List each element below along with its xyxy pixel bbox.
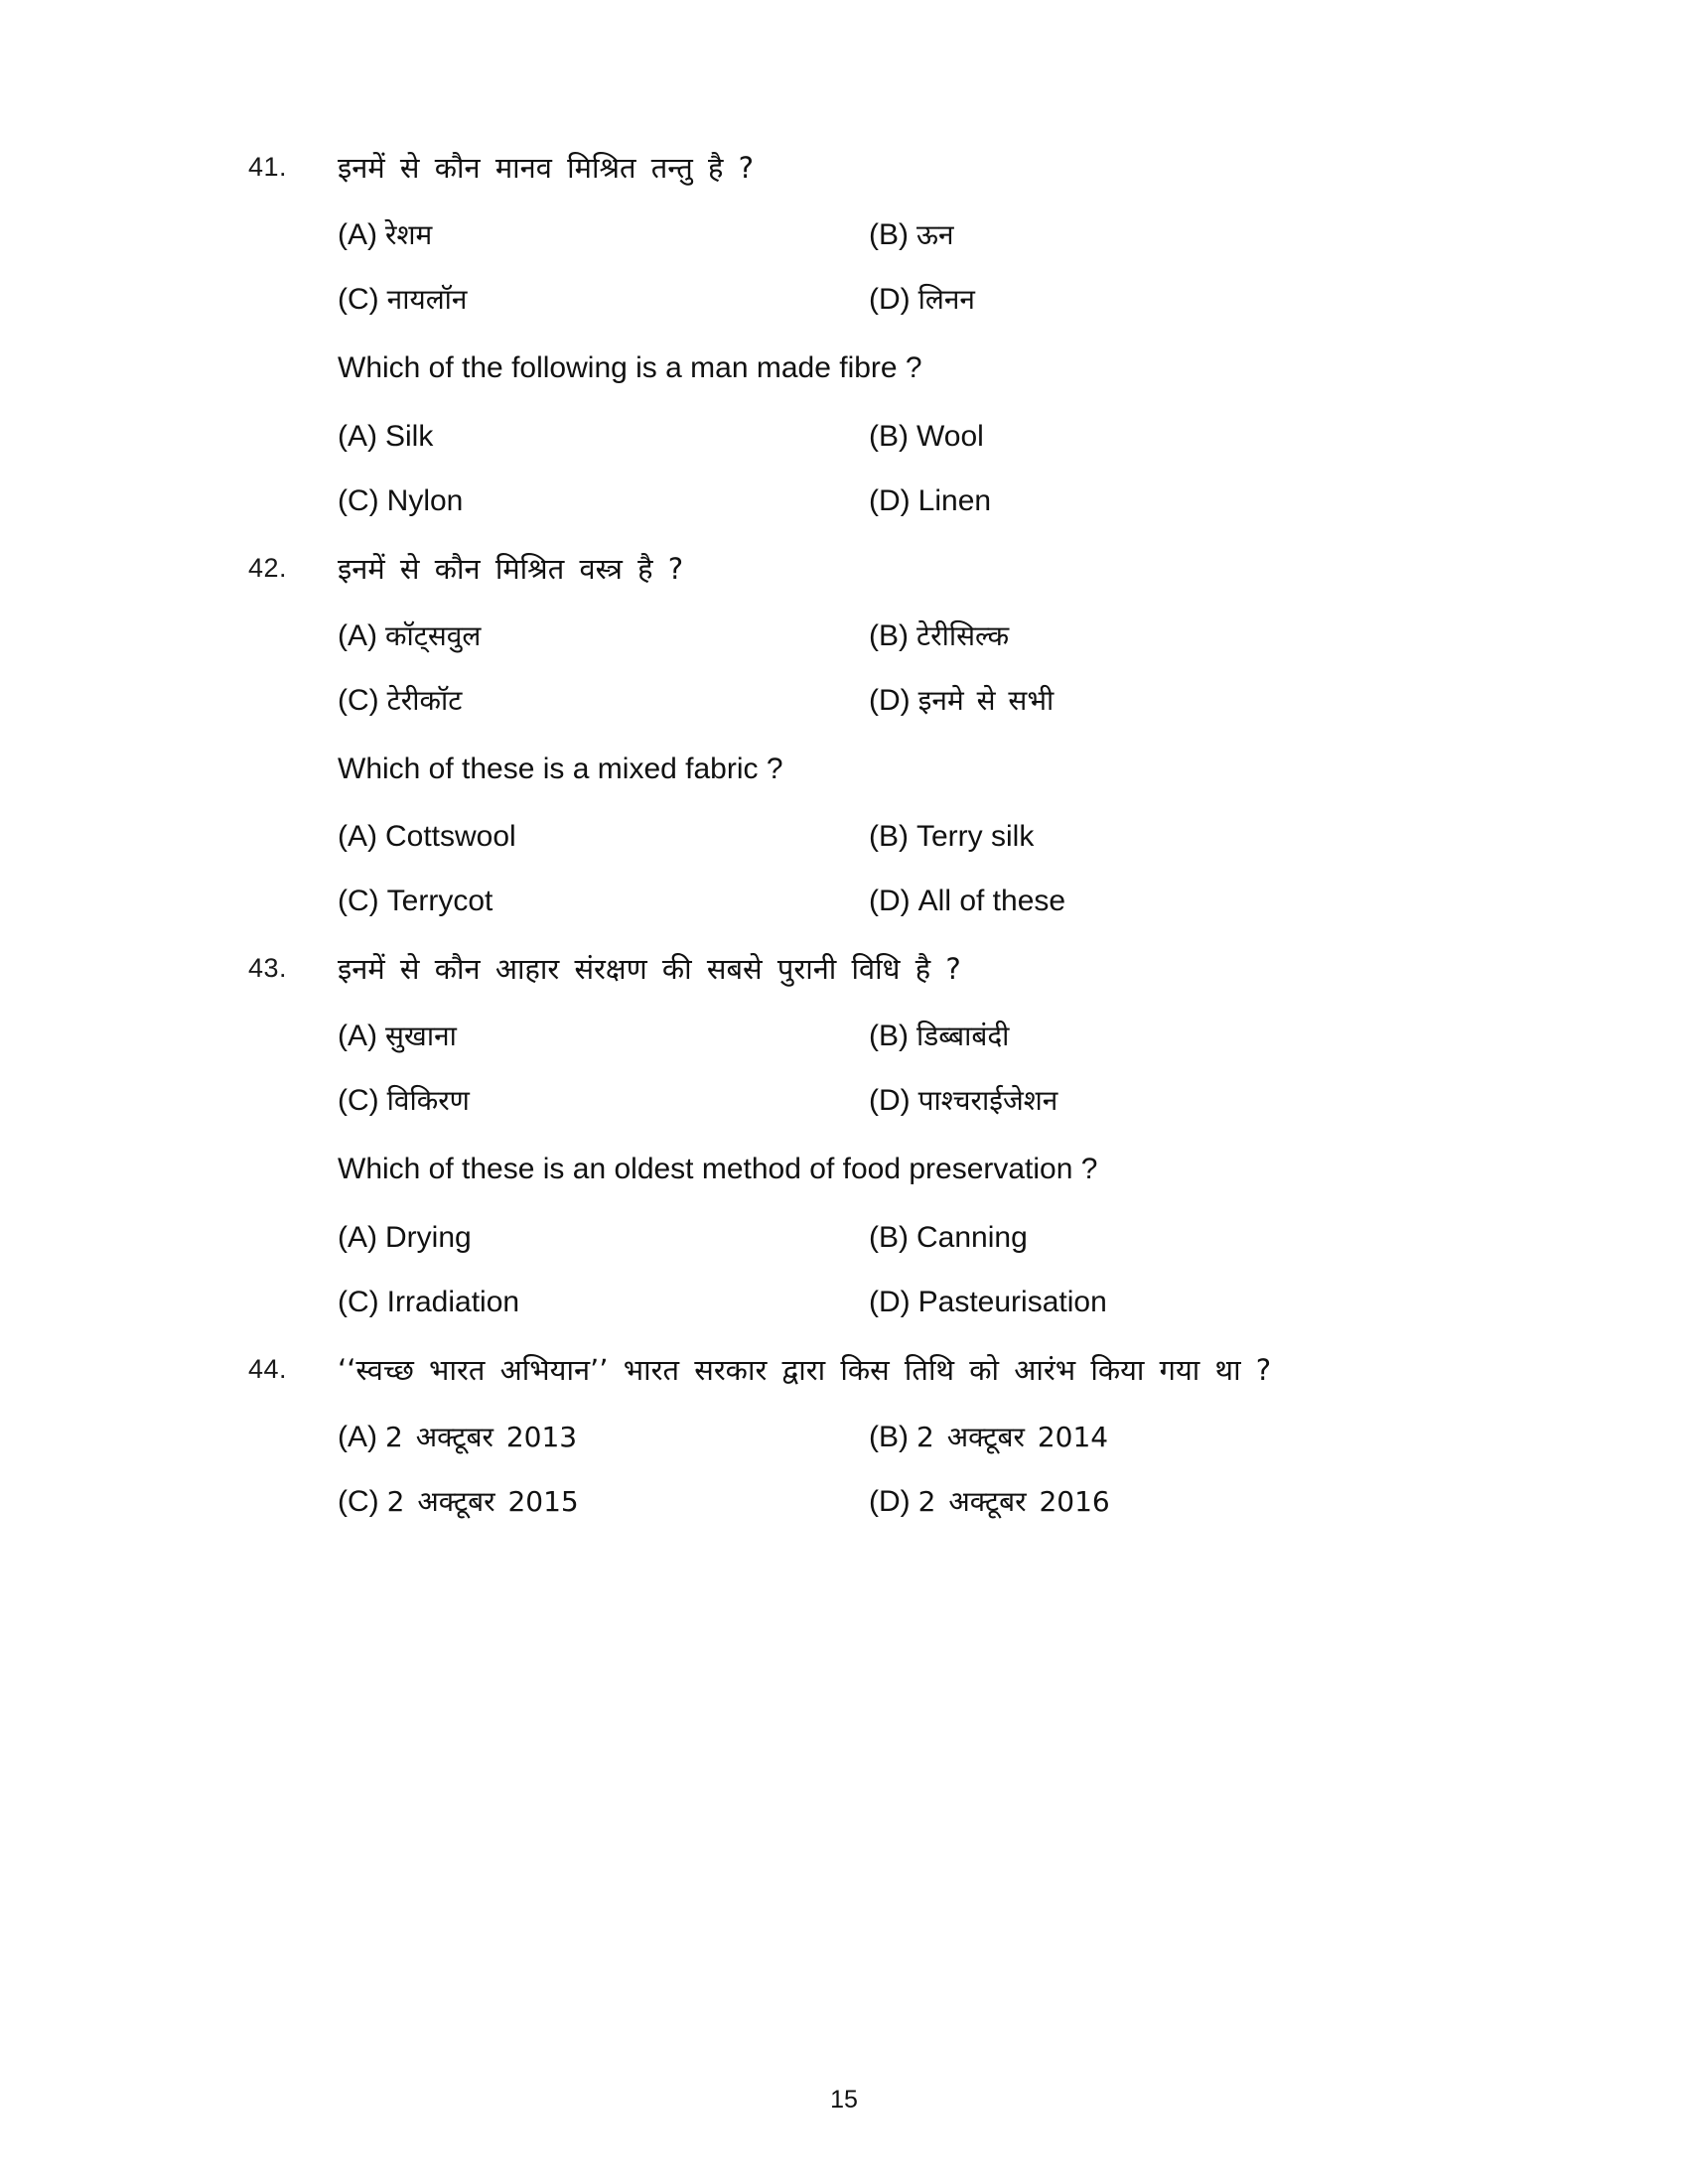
question-43-english-option-b[interactable] <box>869 1218 1489 1257</box>
option-text: लिनन <box>917 283 975 317</box>
option-text: ऊन <box>916 218 954 252</box>
option-text: Drying <box>385 1220 472 1254</box>
option-label: (C) <box>338 885 379 918</box>
question-42-hindi-options <box>338 616 1489 720</box>
option-text: 2 अक्टूबर 2016 <box>917 1485 1110 1519</box>
question-42-english-option-a[interactable] <box>338 817 869 856</box>
option-text: Nylon <box>386 483 464 517</box>
option-text: Wool <box>916 419 984 453</box>
option-label: (C) <box>338 1285 379 1318</box>
option-text: 2 अक्टूबर 2013 <box>385 1421 578 1454</box>
question-42-english-option-d[interactable] <box>869 882 1489 920</box>
question-41-hindi-options <box>338 215 1489 319</box>
question-44-number: 44. <box>248 1353 288 1384</box>
question-41-hindi-stem: इनमें से कौन मानव मिश्रित तन्तु है ? <box>338 151 754 185</box>
question-41-english-option-c[interactable] <box>338 481 869 520</box>
question-42-number: 42. <box>248 552 288 583</box>
question-44-hindi-stem: ‘‘स्वच्छ भारत अभियान’’ भारत सरकार द्वारा किस तिथि को आरंभ किया गया था ? <box>338 1352 1272 1387</box>
option-label: (B) <box>869 1020 909 1053</box>
question-42-english-stem: Which of these is a mixed fabric ? <box>338 751 783 785</box>
question-42-hindi-option-c[interactable] <box>338 681 869 720</box>
option-text: Silk <box>385 419 434 453</box>
question-44-hindi-option-a[interactable] <box>338 1418 869 1456</box>
question-41-english-option-b[interactable] <box>869 417 1489 456</box>
option-label: (B) <box>869 1220 909 1254</box>
question-43-english-option-d[interactable] <box>869 1283 1489 1321</box>
option-label: (C) <box>338 1485 379 1519</box>
question-41 <box>248 149 1489 520</box>
question-41-hindi-option-a[interactable] <box>338 215 869 254</box>
option-label: (C) <box>338 283 379 317</box>
question-42-hindi-stem: इनमें से कौन मिश्रित वस्त्र है ? <box>338 551 684 586</box>
option-text: 2 अक्टूबर 2014 <box>916 1421 1109 1454</box>
option-text: इनमे से सभी <box>917 683 1055 717</box>
option-text: विकिरण <box>386 1084 470 1118</box>
question-43-english-option-c[interactable] <box>338 1283 869 1321</box>
question-41-english-option-d[interactable] <box>869 481 1489 520</box>
question-41-hindi-option-c[interactable] <box>338 280 869 319</box>
question-43-hindi-stem: इनमें से कौन आहार संरक्षण की सबसे पुरानी विधि है ? <box>338 952 961 987</box>
question-43-number: 43. <box>248 953 288 984</box>
question-41-stem-row <box>248 149 1489 188</box>
question-44 <box>248 1351 1489 1521</box>
option-label: (A) <box>338 218 377 252</box>
question-41-hindi-option-b[interactable] <box>869 215 1489 254</box>
question-44-stem-row <box>248 1351 1489 1390</box>
question-42-hindi-option-b[interactable] <box>869 616 1489 655</box>
question-42-hindi-option-d[interactable] <box>869 681 1489 720</box>
option-label: (D) <box>869 1084 911 1118</box>
question-43-english-stem: Which of these is an oldest method of food preservation ? <box>338 1153 1098 1186</box>
option-text: Pasteurisation <box>917 1285 1107 1318</box>
option-text: कॉट्सवुल <box>385 618 482 652</box>
option-label: (B) <box>869 618 909 652</box>
option-label: (A) <box>338 1421 377 1454</box>
page-number: 15 <box>830 2086 858 2114</box>
option-label: (B) <box>869 419 909 453</box>
option-label: (B) <box>869 820 909 854</box>
question-41-hindi-option-d[interactable] <box>869 280 1489 319</box>
option-text: Cottswool <box>385 820 516 854</box>
question-41-english-option-a[interactable] <box>338 417 869 456</box>
option-label: (D) <box>869 1285 911 1318</box>
option-label: (D) <box>869 885 911 918</box>
option-label: (B) <box>869 1421 909 1454</box>
question-42-english-option-c[interactable] <box>338 882 869 920</box>
option-label: (A) <box>338 618 377 652</box>
question-41-english-options <box>338 417 1489 520</box>
question-41-number: 41. <box>248 152 288 182</box>
option-label: (A) <box>338 1220 377 1254</box>
option-text: Terry silk <box>916 820 1035 854</box>
option-text: टेरीसिल्क <box>916 618 1010 652</box>
option-text: डिब्बाबंदी <box>916 1020 1010 1053</box>
option-label: (D) <box>869 1485 911 1519</box>
option-text: नायलॉन <box>386 283 468 317</box>
option-text: Canning <box>916 1220 1028 1254</box>
option-text: Linen <box>917 483 992 517</box>
option-label: (C) <box>338 1084 379 1118</box>
option-label: (D) <box>869 683 911 717</box>
option-label: (D) <box>869 283 911 317</box>
option-label: (C) <box>338 683 379 717</box>
question-42 <box>248 550 1489 921</box>
option-label: (A) <box>338 419 377 453</box>
question-42-english-options <box>338 817 1489 920</box>
question-42-hindi-option-a[interactable] <box>338 616 869 655</box>
question-42-stem-row <box>248 550 1489 589</box>
option-label: (B) <box>869 218 909 252</box>
option-text: टेरीकॉट <box>386 683 463 717</box>
question-43-hindi-option-b[interactable] <box>869 1017 1489 1055</box>
question-43 <box>248 950 1489 1321</box>
option-label: (A) <box>338 1020 377 1053</box>
question-43-hindi-option-a[interactable] <box>338 1017 869 1055</box>
question-43-hindi-option-d[interactable] <box>869 1081 1489 1120</box>
question-43-stem-row <box>248 950 1489 989</box>
question-44-hindi-option-b[interactable] <box>869 1418 1489 1456</box>
option-label: (D) <box>869 483 911 517</box>
question-41-english-stem: Which of the following is a man made fibre ? <box>338 351 922 385</box>
question-43-english-option-a[interactable] <box>338 1218 869 1257</box>
option-label: (A) <box>338 820 377 854</box>
question-44-hindi-options <box>338 1418 1489 1521</box>
question-43-hindi-option-c[interactable] <box>338 1081 869 1120</box>
question-43-english-options <box>338 1218 1489 1321</box>
option-text: 2 अक्टूबर 2015 <box>386 1485 579 1519</box>
option-text: Terrycot <box>386 885 493 918</box>
option-text: Irradiation <box>386 1285 520 1318</box>
option-label: (C) <box>338 483 379 517</box>
question-43-hindi-options <box>338 1017 1489 1120</box>
question-42-english-option-b[interactable] <box>869 817 1489 856</box>
question-44-hindi-option-c[interactable] <box>338 1482 869 1521</box>
option-text: रेशम <box>385 218 433 252</box>
option-text: सुखाना <box>385 1020 457 1053</box>
option-text: All of these <box>917 885 1066 918</box>
option-text: पाश्चराईजेशन <box>917 1084 1058 1118</box>
question-44-hindi-option-d[interactable] <box>869 1482 1489 1521</box>
